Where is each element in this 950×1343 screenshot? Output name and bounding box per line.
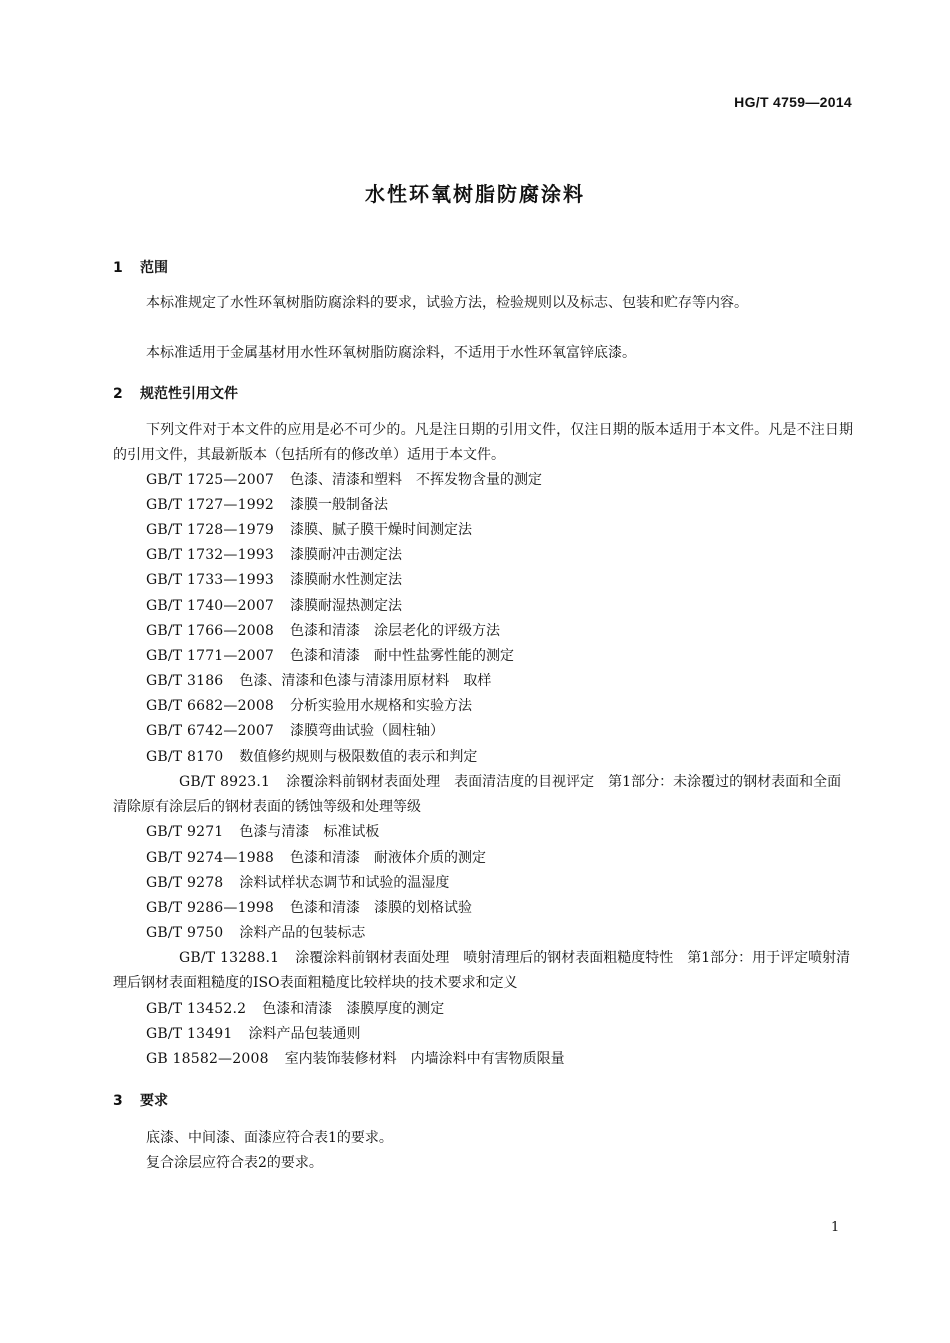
section-number: 1 [113, 260, 123, 276]
section-number: 3 [113, 1093, 123, 1109]
reference-item [113, 770, 853, 820]
reference-item [146, 745, 477, 770]
reference-code: GB/T 9278 [146, 875, 224, 891]
reference-code: GB/T 9271 [146, 824, 224, 840]
reference-title: 色漆和清漆 耐液体介质的测定 [290, 850, 487, 866]
reference-item [146, 543, 402, 568]
reference-item [146, 846, 486, 871]
reference-title: 漆膜耐水性测定法 [290, 572, 403, 588]
section-title: 要求 [140, 1093, 168, 1109]
reference-code: GB/T 6682—2008 [146, 698, 275, 714]
reference-code: GB 18582—2008 [146, 1051, 269, 1067]
reference-code: GB/T 1732—1993 [146, 547, 275, 563]
reference-title: 涂覆涂料前钢材表面处理 表面清洁度的目视评定 第1部分：未涂覆过的钢材表面和全面清除原有涂层后的钢材表面的锈蚀等级和处理等级 [113, 774, 842, 815]
reference-item [146, 694, 472, 719]
reference-item [146, 518, 472, 543]
reference-code: GB/T 13491 [146, 1026, 233, 1042]
reference-title: 漆膜一般制备法 [290, 497, 389, 513]
reference-code: GB/T 8923.1 [179, 774, 271, 790]
section-title: 规范性引用文件 [140, 386, 238, 402]
reference-title: 漆膜耐湿热测定法 [290, 598, 403, 614]
reference-code: GB/T 1728—1979 [146, 522, 275, 538]
reference-title: 色漆和清漆 涂层老化的评级方法 [290, 623, 501, 639]
reference-title: 涂覆涂料前钢材表面处理 喷射清理后的钢材表面粗糙度特性 第1部分：用于评定喷射清理后钢材表面粗糙度的ISO表面粗糙度比较样块的技术要求和定义 [113, 950, 851, 991]
section-2-heading [113, 383, 238, 403]
reference-item [146, 1047, 565, 1072]
reference-title: 漆膜弯曲试验（圆柱轴） [290, 723, 445, 739]
reference-title: 数值修约规则与极限数值的表示和判定 [239, 749, 478, 765]
reference-item [146, 594, 402, 619]
section-title: 范围 [140, 260, 168, 276]
reference-item [146, 871, 449, 896]
reference-code: GB/T 1725—2007 [146, 472, 275, 488]
requirements-line-2: 复合涂层应符合表2的要求。 [146, 1155, 323, 1171]
reference-title: 涂料产品包装通则 [248, 1026, 361, 1042]
reference-code: GB/T 13452.2 [146, 1001, 247, 1017]
section-number: 2 [113, 386, 123, 402]
reference-code: GB/T 8170 [146, 749, 224, 765]
reference-title: 分析实验用水规格和实验方法 [290, 698, 473, 714]
reference-item [146, 644, 514, 669]
reference-item [146, 820, 379, 845]
reference-code: GB/T 1766—2008 [146, 623, 275, 639]
reference-item [146, 468, 542, 493]
reference-code: GB/T 9750 [146, 925, 224, 941]
reference-title: 色漆和清漆 耐中性盐雾性能的测定 [290, 648, 515, 664]
scope-paragraph-1: 本标准规定了水性环氧树脂防腐涂料的要求，试验方法，检验规则以及标志、包装和贮存等内容。 [146, 295, 748, 311]
reference-title: 漆膜耐冲击测定法 [290, 547, 403, 563]
page-number: 1 [831, 1220, 840, 1235]
reference-title: 涂料试样状态调节和试验的温湿度 [239, 875, 450, 891]
standard-code: HG/T 4759—2014 [734, 94, 852, 110]
reference-code: GB/T 3186 [146, 673, 224, 689]
reference-code: GB/T 1727—1992 [146, 497, 275, 513]
reference-title: 室内装饰装修材料 内墙涂料中有害物质限量 [284, 1051, 565, 1067]
section-3-heading [113, 1090, 168, 1110]
reference-title: 色漆、清漆和色漆与清漆用原材料 取样 [239, 673, 492, 689]
reference-item [146, 493, 388, 518]
reference-code: GB/T 6742—2007 [146, 723, 275, 739]
reference-title: 色漆、清漆和塑料 不挥发物含量的测定 [290, 472, 543, 488]
reference-item [146, 568, 402, 593]
reference-item [146, 719, 444, 744]
reference-code: GB/T 1740—2007 [146, 598, 275, 614]
reference-title: 色漆和清漆 漆膜的划格试验 [290, 900, 473, 916]
reference-item [146, 1022, 361, 1047]
reference-title: 漆膜、腻子膜干燥时间测定法 [290, 522, 473, 538]
section-1-heading [113, 257, 168, 277]
reference-title: 涂料产品的包装标志 [239, 925, 366, 941]
reference-item [146, 619, 500, 644]
scope-paragraph-2: 本标准适用于金属基材用水性环氧树脂防腐涂料，不适用于水性环氧富锌底漆。 [146, 345, 636, 361]
reference-item [146, 997, 444, 1022]
reference-item [146, 921, 365, 946]
requirements-line-1: 底漆、中间漆、面漆应符合表1的要求。 [146, 1130, 393, 1146]
reference-item [146, 669, 491, 694]
reference-title: 色漆与清漆 标准试板 [239, 824, 380, 840]
reference-item [113, 946, 853, 996]
reference-item [146, 896, 472, 921]
reference-code: GB/T 13288.1 [179, 950, 280, 966]
refs-intro-paragraph: 下列文件对于本文件的应用是必不可少的。凡是注日期的引用文件，仅注日期的版本适用于本文件。凡是不注日期的引用文件，其最新版本（包括所有的修改单）适用于本文件。 [113, 422, 853, 463]
reference-code: GB/T 1733—1993 [146, 572, 275, 588]
reference-title: 色漆和清漆 漆膜厚度的测定 [262, 1001, 445, 1017]
reference-code: GB/T 1771—2007 [146, 648, 275, 664]
reference-code: GB/T 9274—1988 [146, 850, 275, 866]
reference-code: GB/T 9286—1998 [146, 900, 275, 916]
document-title: 水性环氧树脂防腐涂料 [365, 182, 585, 206]
